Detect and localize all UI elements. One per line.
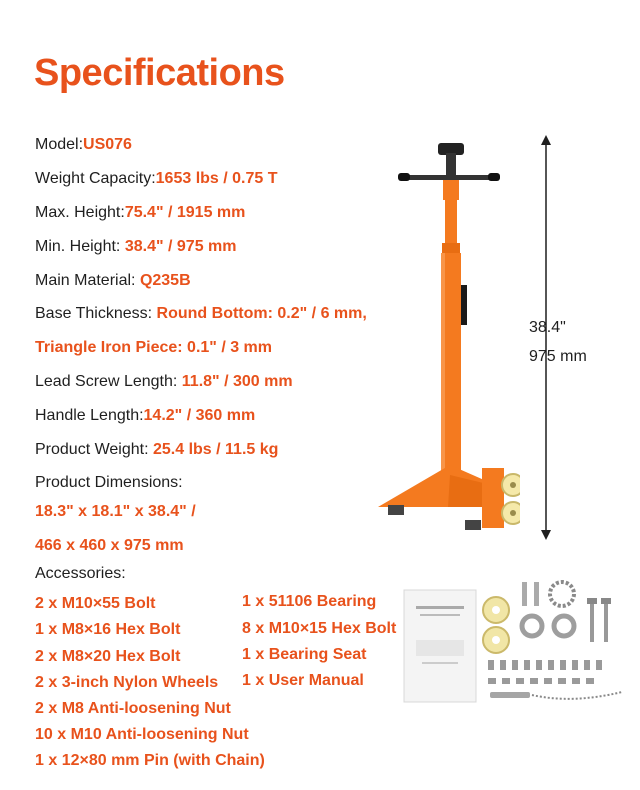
spec-label: Main Material: <box>35 272 136 289</box>
accessory-item: 2 x 3-inch Nylon Wheels <box>35 674 219 691</box>
spec-value: 14.2" / 360 mm <box>143 407 256 424</box>
spec-dimensions-line-2: 466 x 460 x 975 mm <box>35 537 184 554</box>
spec-label: Handle Length: <box>35 407 144 424</box>
spec-handle <box>35 407 255 425</box>
accessories-heading <box>35 565 126 583</box>
spec-value: 11.8" / 300 mm <box>181 373 293 390</box>
height-inches: 38.4" <box>529 319 566 336</box>
accessory-item: 2 x M10×55 Bolt <box>35 595 156 612</box>
accessories-image <box>402 578 638 706</box>
spec-lead-screw <box>35 373 293 391</box>
spec-material <box>35 272 191 290</box>
accessories-label: Accessories: <box>35 565 126 582</box>
accessory-item: 8 x M10×15 Hex Bolt <box>242 620 397 637</box>
jack-stand-image <box>370 135 520 535</box>
accessory-item: 10 x M10 Anti-loosening Nut <box>35 726 249 743</box>
spec-base-line-2: Triangle Iron Piece: 0.1" / 3 mm <box>35 339 273 356</box>
spec-value: 38.4" / 975 mm <box>124 238 237 255</box>
spec-label: Max. Height: <box>35 204 125 221</box>
spec-min-height <box>35 238 236 256</box>
accessory-item: 1 x User Manual <box>242 672 364 689</box>
spec-max-height <box>35 204 245 222</box>
spec-value: Q235B <box>139 272 191 289</box>
spec-model <box>35 136 132 154</box>
spec-label: Model: <box>35 136 84 153</box>
spec-capacity <box>35 170 278 188</box>
height-arrow <box>538 135 554 540</box>
spec-base <box>35 305 367 323</box>
spec-value: 1653 lbs / 0.75 T <box>155 170 278 187</box>
spec-dimensions <box>35 474 183 492</box>
spec-label: Base Thickness: <box>35 305 153 322</box>
accessory-item: 2 x M8 Anti-loosening Nut <box>35 700 231 717</box>
accessory-item: 1 x 12×80 mm Pin (with Chain) <box>35 752 265 769</box>
spec-value: 75.4" / 1915 mm <box>124 204 246 221</box>
accessory-item: 1 x M8×16 Hex Bolt <box>35 621 181 638</box>
spec-weight <box>35 441 278 459</box>
accessory-item: 1 x Bearing Seat <box>242 646 367 663</box>
spec-label: Min. Height: <box>35 238 121 255</box>
spec-value: Round Bottom: 0.2" / 6 mm, <box>156 305 367 322</box>
spec-dimensions-line-1: 18.3" x 18.1" x 38.4" / <box>35 503 196 520</box>
spec-label: Lead Screw Length: <box>35 373 178 390</box>
page-title: Specifications <box>34 52 285 94</box>
spec-label: Weight Capacity: <box>35 170 156 187</box>
spec-value: US076 <box>83 136 132 153</box>
height-mm: 975 mm <box>529 348 587 365</box>
spec-label: Product Dimensions: <box>35 474 183 491</box>
spec-value: 25.4 lbs / 11.5 kg <box>153 441 279 458</box>
accessory-item: 2 x M8×20 Hex Bolt <box>35 648 181 665</box>
accessory-item: 1 x 51106 Bearing <box>242 593 377 610</box>
spec-label: Product Weight: <box>35 441 149 458</box>
